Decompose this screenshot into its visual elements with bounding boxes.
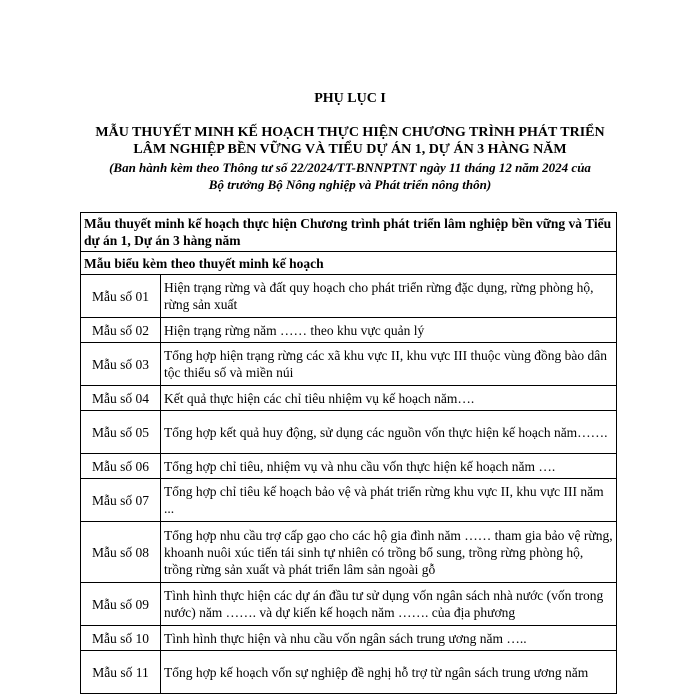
template-code: Mẫu số 05: [81, 411, 161, 454]
issuance-line-2: Bộ trưởng Bộ Nông nghiệp và Phát triển nông thôn): [208, 177, 492, 192]
table-row: [81, 386, 617, 411]
table-row: [81, 651, 617, 694]
template-description: Tình hình thực hiện các dự án đầu tư sử dụng vốn ngân sách nhà nước (vốn trong nước) năm ……. và dự kiến kế hoạch năm ……. của địa phương: [161, 583, 617, 626]
table-row: [81, 454, 617, 479]
table-row: [81, 583, 617, 626]
template-code: Mẫu số 07: [81, 479, 161, 522]
issuance-note: [60, 159, 640, 193]
table-subheader-row: [81, 252, 617, 275]
template-code: Mẫu số 03: [81, 343, 161, 386]
template-code: Mẫu số 11: [81, 651, 161, 694]
template-code: Mẫu số 04: [81, 386, 161, 411]
template-description: Tổng hợp kế hoạch vốn sự nghiệp đề nghị hỗ trợ từ ngân sách trung ương năm: [161, 651, 617, 694]
table-header: Mẫu thuyết minh kế hoạch thực hiện Chương trình phát triển lâm nghiệp bền vững và Tiểu dự án 1, Dự án 3 hàng năm: [81, 213, 617, 252]
table-row: [81, 522, 617, 583]
table-header-row: [81, 213, 617, 252]
template-description: Tổng hợp chỉ tiêu, nhiệm vụ và nhu cầu vốn thực hiện kế hoạch năm ….: [161, 454, 617, 479]
table-row: [81, 411, 617, 454]
document-title: [60, 124, 640, 158]
template-code: Mẫu số 01: [81, 275, 161, 318]
appendix-label: PHỤ LỤC I: [314, 91, 386, 106]
table-row: [81, 275, 617, 318]
template-description: Hiện trạng rừng và đất quy hoạch cho phát triển rừng đặc dụng, rừng phòng hộ, rừng sản xuất: [161, 275, 617, 318]
template-code: Mẫu số 02: [81, 318, 161, 343]
table-row: [81, 479, 617, 522]
table-row: [81, 318, 617, 343]
template-code: Mẫu số 09: [81, 583, 161, 626]
title-line-1: MẪU THUYẾT MINH KẾ HOẠCH THỰC HIỆN CHƯƠNG TRÌNH PHÁT TRIỂN: [95, 125, 605, 140]
template-description: Hiện trạng rừng năm …… theo khu vực quản lý: [161, 318, 617, 343]
template-description: Tình hình thực hiện và nhu cầu vốn ngân sách trung ương năm …..: [161, 626, 617, 651]
template-description: Tổng hợp nhu cầu trợ cấp gạo cho các hộ gia đình năm …… tham gia bảo vệ rừng, khoanh nuôi xúc tiến tái sinh tự nhiên có trồng bổ sung, trồng rừng phòng hộ, trồng rừng sản xuất và phát triển lâm sản ngoài gỗ: [161, 522, 617, 583]
template-list-table: [80, 212, 617, 694]
table-subheader: Mẫu biểu kèm theo thuyết minh kế hoạch: [81, 252, 617, 275]
issuance-line-1: (Ban hành kèm theo Thông tư số 22/2024/TT-BNNPTNT ngày 11 tháng 12 năm 2024 của: [109, 160, 591, 175]
template-code: Mẫu số 10: [81, 626, 161, 651]
template-code: Mẫu số 08: [81, 522, 161, 583]
template-code: Mẫu số 06: [81, 454, 161, 479]
table-row: [81, 343, 617, 386]
template-description: Tổng hợp chỉ tiêu kế hoạch bảo vệ và phát triển rừng khu vực II, khu vực III năm ...: [161, 479, 617, 522]
table-row: [81, 626, 617, 651]
template-description: Tổng hợp kết quả huy động, sử dụng các nguồn vốn thực hiện kế hoạch năm…….: [161, 411, 617, 454]
template-description: Kết quả thực hiện các chỉ tiêu nhiệm vụ kế hoạch năm….: [161, 386, 617, 411]
title-line-2: LÂM NGHIỆP BỀN VỮNG VÀ TIỂU DỰ ÁN 1, DỰ ÁN 3 HÀNG NĂM: [133, 142, 567, 157]
template-description: Tổng hợp hiện trạng rừng các xã khu vực II, khu vực III thuộc vùng đồng bào dân tộc thiểu số và miền núi: [161, 343, 617, 386]
